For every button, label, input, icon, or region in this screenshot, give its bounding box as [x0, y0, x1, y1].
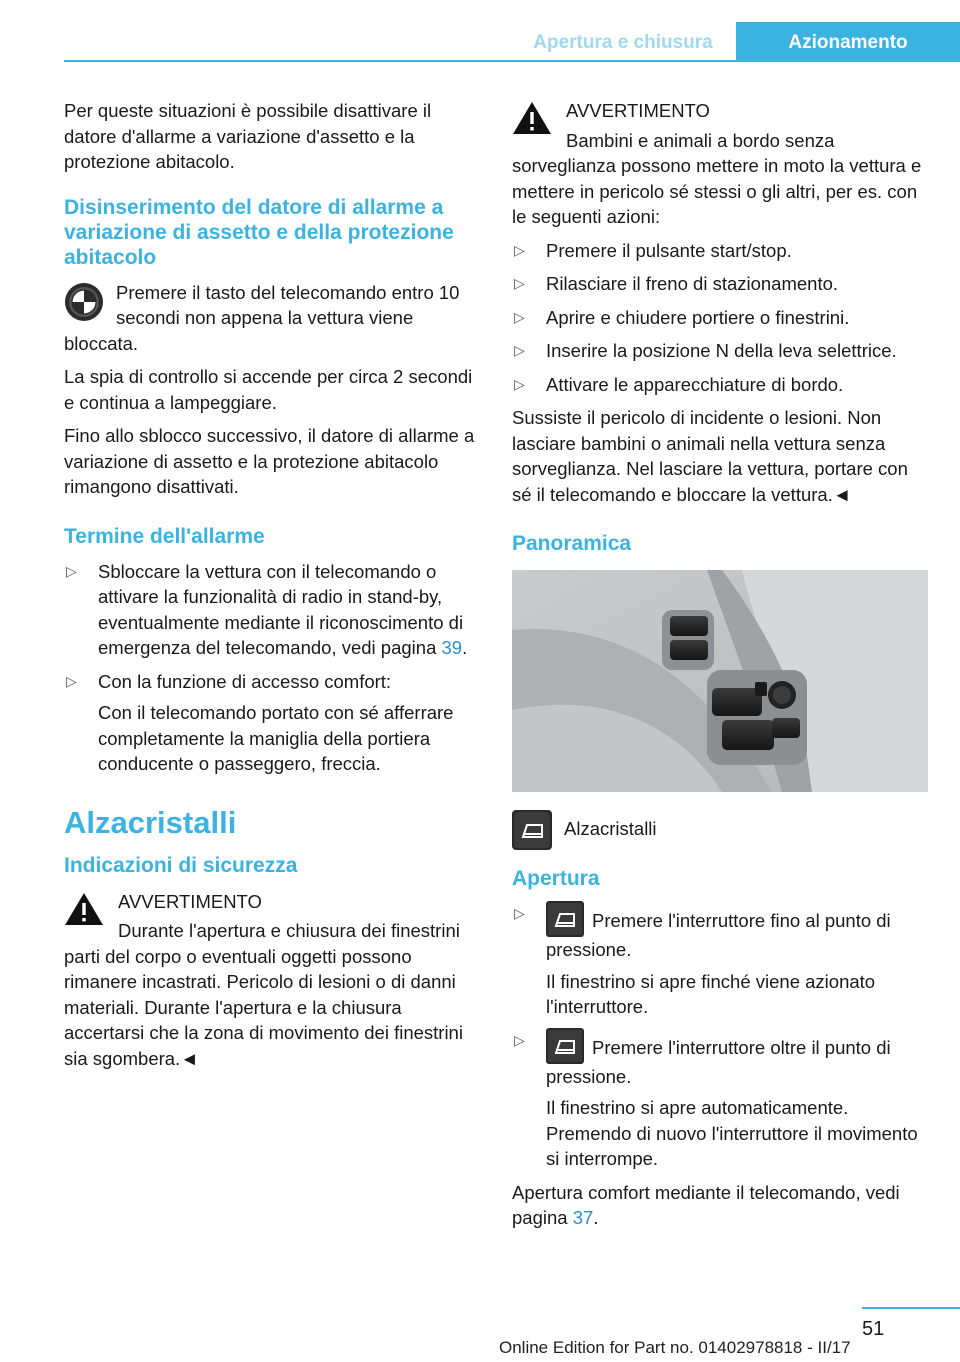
triangle-bullet-icon: ▷: [514, 375, 525, 392]
remote-instruction: [64, 280, 480, 365]
list-item: ▷ Rilasciare il freno di stazionamento.: [512, 271, 928, 297]
bmw-remote-key-icon: [64, 282, 104, 322]
bullet-text: Premere l'interruttore fino al punto di pressione.: [546, 910, 891, 960]
triangle-bullet-icon: ▷: [66, 672, 77, 689]
heading-alzacristalli: Alzacristalli: [64, 804, 237, 840]
warning-text: Bambini e animali a bordo senza sorveglianza possono mettere in moto la vettura e mettere in pericolo sé stessi o gli altri, per es. con le seguenti azioni:: [512, 129, 922, 227]
triangle-bullet-icon: ▷: [514, 308, 525, 325]
footer-edition: Online Edition for Part no. 01402978818 - II/17: [499, 1338, 851, 1357]
warning-title: AVVERTIMENTO: [566, 100, 710, 121]
triangle-bullet-icon: ▷: [514, 1031, 525, 1048]
door-panel-photo: [512, 570, 928, 792]
bullet-text: Sbloccare la vettura con il telecomando o attivare la funzionalità di radio in stand-by, eventualmente mediante il riconoscimento di emergenza del telecomando, vedi pagina: [98, 560, 464, 658]
icon-caption: Alzacristalli: [564, 818, 657, 839]
list-item: [512, 901, 928, 1020]
header-section: Apertura e chiusura: [533, 32, 713, 53]
warning-block: [512, 98, 928, 230]
remote-paragraph: Premere il tasto del telecomando entro 10 secondi non appena la vettura viene bloccata.: [64, 281, 460, 354]
list-item: ▷ Premere il pulsante start/stop.: [512, 238, 928, 264]
list-item: ▷ Sbloccare la vettura con il telecomando o attivare la funzionalità di radio in stand-by, eventualmente mediante il riconoscimento di emergenza del telecomando, vedi pagina 39.: [66, 560, 468, 658]
list-item: ▷ Inserire la posizione N della leva selettrice.: [512, 338, 928, 364]
window-switch-icon: [546, 901, 584, 937]
icon-caption-row: [512, 808, 928, 852]
page-number: 51: [862, 1318, 885, 1340]
window-switch-icon: [546, 1028, 584, 1064]
page-link-37[interactable]: 37: [572, 1207, 594, 1228]
fino-paragraph: Fino allo sblocco successivo, il datore di allarme a variazione di assetto e la protezione abitacolo rimangono disattivati.: [64, 425, 475, 497]
intro-paragraph: Per queste situazioni è possibile disattivare il datore d'allarme a variazione d'assetto e la protezione abitacolo.: [64, 100, 432, 172]
left-column: [64, 98, 480, 1079]
warning-block: [64, 889, 480, 1072]
bullet-subtext: Il finestrino si apre finché viene azionato l'interruttore.: [546, 970, 876, 1017]
heading-apertura: Apertura: [512, 867, 600, 890]
bullet-subtext: Con il telecomando portato con sé afferrare completamente la maniglia della portiera conducente o passeggero, freccia.: [98, 702, 454, 774]
warning-icon: [64, 891, 104, 927]
triangle-bullet-icon: ▷: [514, 342, 525, 358]
heading-panoramica: Panoramica: [512, 532, 632, 555]
heading-indicazioni: Indicazioni di sicurezza: [64, 853, 298, 877]
window-switch-icon: [512, 810, 552, 850]
warning-text: Durante l'apertura e chiusura dei finestrini parti del corpo o eventuali oggetti possono rimanere incastrati. Pericolo di lesioni o di danni materiali. Durante l'apertura e la chiusura accertarsi che la zona di movimento dei finestrini sia sgombera.◄: [64, 920, 463, 1069]
footer-rule: [862, 1307, 960, 1309]
triangle-bullet-icon: ▷: [514, 275, 525, 291]
spia-paragraph: La spia di controllo si accende per circa 2 secondi e continua a lampeggiare.: [64, 366, 473, 413]
bullet-subtext: Il finestrino si apre automaticamente. Premendo di nuovo l'interruttore il movimento si interrompe.: [546, 1097, 918, 1169]
right-column: AVVERTIMENTO Bambini e animali a bordo senza sorveglianza possono mettere in moto la vettura e mettere in pericolo sé stessi o gli altri, per es. con le seguenti azioni: ▷ Premere il pulsante start/stop. ▷ Rilasciare il freno di stazionamento. ▷ Aprire e chiudere portiere o finestrini. ▷ Inserire la posizione N della leva selettrice. ▷ Attivare le apparecchiature di bordo. Sussiste il pericolo di incidente o lesioni. Non lasciare bambini o animali nella vettura senza sorveglianza. Nel lasciare la vettura, portare con sé il telecomando e bloccare la vettura.◄ Panoramica Alzacristalli Apertura ▷ Premere l'interruttore fino al punto di pressione. Il finestrino si apre finché viene azionato l'interruttore. ▷ Premere l'interruttore oltre il punto di pressione. Il finestrino si apre automaticamente. Premendo di nuovo l'interruttore il movimento si interrompe. Apertura comfort mediante il telecomando, vedi pagina 37.: [512, 98, 928, 1239]
heading-disinserimento: Disinserimento del datore di allarme a variazione di assetto e della protezione abitacolo: [64, 195, 454, 269]
triangle-bullet-icon: ▷: [66, 562, 77, 579]
list-item: [64, 669, 480, 777]
heading-termine: Termine dell'allarme: [64, 524, 265, 548]
list-item: ▷ Aprire e chiudere portiere o finestrini.: [512, 305, 928, 331]
list-item: [512, 1028, 928, 1172]
page-link-39[interactable]: 39: [441, 637, 463, 658]
bullet-text: Con la funzione di accesso comfort:: [98, 670, 392, 692]
header-tab: Azionamento: [736, 22, 960, 62]
sussiste-paragraph: Sussiste il pericolo di incidente o lesioni. Non lasciare bambini o animali nella vettura senza sorveglianza. Nel lasciare la vettura, portare con sé il telecomando e bloccare la vettura.◄: [512, 407, 908, 505]
warning-icon: [512, 100, 552, 136]
bullet-text: Premere l'interruttore oltre il punto di pressione.: [546, 1036, 891, 1087]
triangle-bullet-icon: ▷: [514, 241, 525, 258]
warning-title: AVVERTIMENTO: [118, 890, 262, 912]
comfort-paragraph: Apertura comfort mediante il telecomando, vedi pagina: [512, 1181, 900, 1228]
triangle-bullet-icon: ▷: [514, 905, 525, 921]
list-item: ▷ Attivare le apparecchiature di bordo.: [512, 372, 928, 398]
